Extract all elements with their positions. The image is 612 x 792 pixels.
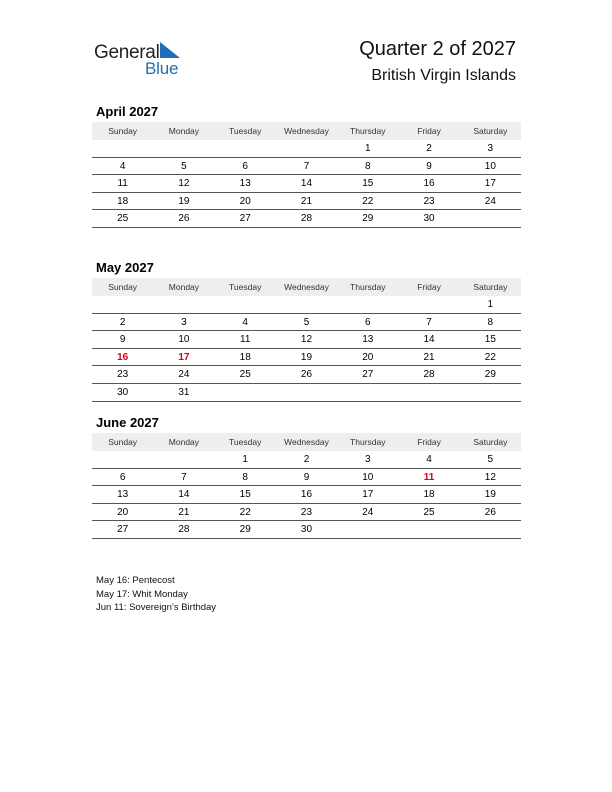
day-cell: 10 — [484, 160, 496, 172]
day-cell: 19 — [300, 351, 313, 363]
day-cell — [398, 384, 459, 401]
weekday-label: Sunday — [108, 282, 138, 292]
day-cell: 7 — [303, 160, 310, 172]
day-cell: 31 — [178, 386, 190, 398]
day-cell: 13 — [117, 489, 129, 501]
holiday-day-cell: 16 — [117, 351, 129, 363]
day-cell: 3 — [487, 143, 494, 154]
day-cell: 24 — [362, 506, 374, 518]
day-cell — [215, 384, 276, 401]
day-cell: 14 — [300, 178, 313, 190]
weekday-label: Wednesday — [284, 282, 329, 292]
day-cell: 9 — [119, 334, 126, 346]
day-cell: 29 — [362, 213, 374, 225]
day-cell: 7 — [181, 471, 187, 483]
day-cell: 12 — [300, 334, 313, 346]
page-subtitle: British Virgin Islands — [371, 67, 516, 84]
day-cell — [276, 384, 337, 401]
calendar-grid — [92, 122, 521, 228]
day-cell — [398, 521, 459, 538]
day-cell: 2 — [119, 316, 126, 328]
week-row — [92, 140, 521, 158]
day-cell: 13 — [362, 334, 374, 346]
day-cell: 8 — [364, 160, 371, 172]
day-cell: 5 — [487, 454, 494, 465]
day-cell: 28 — [300, 213, 313, 225]
day-cell: 21 — [423, 351, 435, 363]
weekday-label: Tuesday — [229, 282, 262, 292]
weekday-label: Tuesday — [229, 126, 262, 136]
holiday-day-cell: 11 — [423, 471, 435, 483]
weekday-label: Saturday — [473, 126, 508, 136]
weekday-header — [92, 122, 521, 140]
weekday-label: Thursday — [350, 126, 386, 136]
day-cell: 27 — [239, 213, 251, 225]
week-row — [92, 349, 521, 367]
day-cell — [92, 296, 153, 313]
weekday-label: Monday — [168, 437, 200, 447]
logo-text-blue: Blue — [145, 59, 179, 78]
day-cell: 8 — [487, 316, 494, 328]
weekday-label: Friday — [417, 126, 441, 136]
day-cell: 9 — [426, 160, 432, 172]
day-cell: 7 — [426, 316, 432, 328]
day-cell: 24 — [484, 195, 496, 207]
holiday-note: Jun 11: Sovereign’s Birthday — [96, 602, 217, 614]
day-cell — [276, 296, 337, 313]
day-cell: 21 — [300, 195, 313, 207]
day-cell — [215, 296, 276, 313]
week-row — [92, 314, 521, 332]
weekday-label: Friday — [417, 282, 441, 292]
day-cell: 5 — [303, 316, 310, 328]
day-cell: 26 — [300, 369, 313, 381]
day-cell: 30 — [117, 386, 129, 398]
day-cell: 4 — [426, 454, 432, 465]
day-cell: 8 — [242, 471, 248, 483]
month-title: May 2027 — [96, 260, 154, 275]
day-cell: 21 — [178, 506, 190, 518]
day-cell: 13 — [239, 178, 251, 190]
day-cell: 14 — [423, 334, 435, 346]
weekday-label: Tuesday — [229, 437, 262, 447]
day-cell: 29 — [239, 524, 251, 536]
logo-text-general: General — [94, 42, 160, 63]
day-cell — [215, 140, 276, 157]
week-row — [92, 296, 521, 314]
day-cell — [153, 296, 214, 313]
day-cell: 16 — [423, 178, 435, 190]
week-row — [92, 469, 521, 487]
day-cell: 18 — [239, 351, 251, 363]
day-cell: 27 — [117, 524, 129, 536]
week-row — [92, 384, 521, 402]
day-cell: 20 — [117, 506, 129, 518]
day-cell: 19 — [178, 195, 190, 207]
day-cell: 20 — [362, 351, 374, 363]
week-row — [92, 486, 521, 504]
day-cell: 23 — [117, 369, 129, 381]
day-cell: 26 — [484, 506, 496, 518]
day-cell: 1 — [242, 454, 248, 465]
day-cell: 10 — [362, 471, 374, 483]
week-row — [92, 175, 521, 193]
day-cell: 18 — [423, 489, 435, 501]
day-cell: 16 — [300, 489, 313, 501]
day-cell: 6 — [364, 316, 371, 328]
day-cell: 28 — [423, 369, 435, 381]
week-row — [92, 210, 521, 228]
day-cell: 23 — [423, 195, 435, 207]
week-row — [92, 521, 521, 539]
week-row — [92, 504, 521, 522]
day-cell: 17 — [362, 489, 374, 501]
day-cell: 22 — [484, 351, 496, 363]
day-cell — [460, 521, 521, 538]
day-cell: 1 — [364, 143, 371, 154]
week-row — [92, 331, 521, 349]
day-cell: 23 — [300, 506, 313, 518]
day-cell — [337, 384, 398, 401]
calendar-grid — [92, 278, 521, 402]
weekday-label: Sunday — [108, 126, 138, 136]
day-cell: 30 — [423, 213, 435, 225]
day-cell: 1 — [487, 299, 494, 310]
day-cell: 15 — [239, 489, 251, 501]
weekday-label: Thursday — [350, 437, 386, 447]
weekday-label: Friday — [417, 437, 441, 447]
day-cell — [92, 451, 153, 468]
day-cell: 2 — [303, 454, 310, 465]
day-cell: 22 — [239, 506, 251, 518]
holiday-note: May 16: Pentecost — [96, 575, 175, 586]
day-cell: 25 — [239, 369, 251, 381]
day-cell: 11 — [240, 334, 251, 346]
day-cell: 20 — [239, 195, 251, 207]
day-cell: 3 — [181, 316, 187, 328]
day-cell: 25 — [117, 213, 129, 225]
week-row — [92, 451, 521, 469]
day-cell: 26 — [178, 213, 190, 225]
day-cell: 4 — [242, 316, 248, 328]
weekday-header — [92, 278, 521, 296]
day-cell — [276, 140, 337, 157]
day-cell: 30 — [300, 524, 313, 536]
day-cell: 2 — [426, 143, 432, 154]
day-cell: 27 — [362, 369, 374, 381]
holiday-day-cell: 17 — [178, 351, 190, 363]
holiday-notes — [96, 574, 216, 615]
day-cell: 18 — [117, 195, 129, 207]
day-cell: 5 — [181, 160, 187, 172]
weekday-label: Saturday — [473, 437, 508, 447]
day-cell: 22 — [362, 195, 374, 207]
weekday-label: Wednesday — [284, 126, 329, 136]
month-title: April 2027 — [96, 104, 159, 119]
day-cell: 11 — [117, 178, 128, 190]
day-cell: 25 — [423, 506, 435, 518]
day-cell: 3 — [364, 454, 371, 465]
week-row — [92, 193, 521, 211]
weekday-label: Saturday — [473, 282, 508, 292]
day-cell: 19 — [484, 489, 496, 501]
holiday-note: May 17: Whit Monday — [96, 588, 188, 600]
day-cell: 12 — [484, 471, 496, 483]
weekday-label: Sunday — [108, 437, 138, 447]
weekday-label: Monday — [168, 126, 200, 136]
day-cell: 28 — [178, 524, 190, 536]
day-cell: 6 — [242, 160, 248, 172]
day-cell — [337, 296, 398, 313]
day-cell — [398, 296, 459, 313]
day-cell: 12 — [178, 178, 190, 190]
day-cell: 6 — [119, 471, 126, 483]
month-title: June 2027 — [96, 415, 159, 430]
day-cell: 29 — [484, 369, 496, 381]
day-cell — [337, 521, 398, 538]
weekday-label: Wednesday — [284, 437, 329, 447]
day-cell — [153, 140, 214, 157]
day-cell: 9 — [303, 471, 310, 483]
day-cell: 24 — [178, 369, 190, 381]
day-cell: 17 — [484, 178, 496, 190]
logo-triangle-icon — [160, 42, 180, 58]
weekday-label: Thursday — [350, 282, 386, 292]
day-cell: 10 — [178, 334, 190, 346]
week-row — [92, 158, 521, 176]
week-row — [92, 366, 521, 384]
page-title: Quarter 2 of 2027 — [359, 38, 516, 60]
day-cell: 4 — [119, 160, 126, 172]
day-cell — [460, 210, 521, 227]
day-cell — [153, 451, 214, 468]
weekday-label: Monday — [168, 282, 200, 292]
day-cell: 15 — [484, 334, 496, 346]
generalblue-logo — [94, 40, 194, 80]
day-cell — [92, 140, 153, 157]
day-cell: 15 — [362, 178, 374, 190]
weekday-header — [92, 433, 521, 451]
day-cell: 14 — [178, 489, 190, 501]
day-cell — [460, 384, 521, 401]
calendar-grid — [92, 433, 521, 539]
